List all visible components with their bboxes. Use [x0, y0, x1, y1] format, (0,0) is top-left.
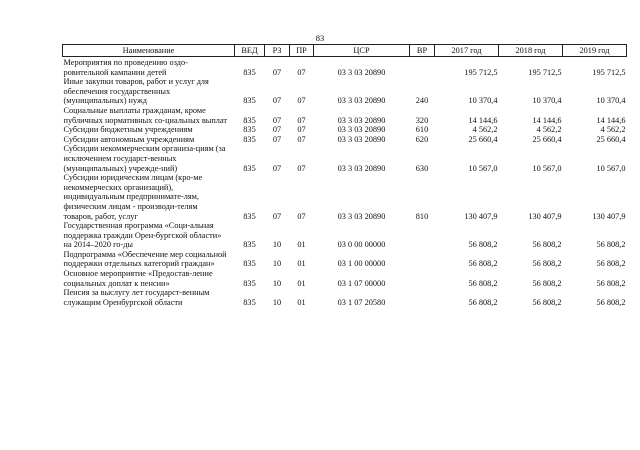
cell-2018: 130 407,9: [528, 211, 562, 221]
table-row: [63, 106, 627, 125]
header-name: Наименование: [63, 45, 235, 57]
header-vr: ВР: [410, 45, 435, 57]
cell-2019: 10 370,4: [596, 96, 626, 106]
cell-2019: 130 407,9: [592, 211, 626, 221]
cell-2019: 56 808,2: [596, 240, 626, 250]
table-row: [63, 144, 627, 173]
cell-rz: 10: [272, 297, 282, 307]
cell-2017: 14 144,6: [468, 115, 498, 125]
table-row: [63, 221, 627, 250]
cell-name: Основное мероприятие «Предостав-ление социальных доплат к пенсии»: [63, 269, 213, 288]
cell-ved: 835: [243, 211, 256, 221]
cell-rz: 07: [272, 67, 282, 77]
cell-rz: 07: [272, 125, 282, 135]
cell-name: Социальные выплаты гражданам, кроме публичных нормативных со-циальных выплат: [63, 105, 228, 125]
cell-vr: [410, 250, 435, 269]
cell-pr: 07: [297, 96, 306, 106]
cell-pr: 01: [297, 240, 306, 250]
table-row: [63, 269, 627, 288]
cell-pr: 07: [297, 67, 306, 77]
cell-2019: 56 808,2: [596, 278, 626, 288]
cell-2018: 56 808,2: [532, 240, 562, 250]
cell-name: Субсидии некоммерческим организа-циям (за исключением государст-венных (муниципальных) учрежде-ний): [63, 144, 226, 173]
page-number: 83: [315, 33, 325, 43]
table-row: [63, 135, 627, 145]
cell-2017: 56 808,2: [468, 259, 498, 269]
cell-2017: 130 407,9: [464, 211, 498, 221]
cell-vr: [410, 288, 435, 307]
cell-2017: 10 370,4: [468, 96, 498, 106]
cell-name: Подпрограмма «Обеспечение мер социальной поддержки отдельных категорий граждан»: [63, 249, 227, 269]
table-row: [63, 125, 627, 135]
cell-ved: 835: [243, 163, 256, 173]
cell-2019: 56 808,2: [596, 259, 626, 269]
cell-name: Пенсия за выслугу лет государст-венным служащим Оренбургской области: [63, 288, 210, 307]
cell-csr: 03 3 03 20890: [337, 163, 386, 173]
cell-vr: [410, 221, 435, 250]
cell-csr: 03 1 00 00000: [337, 259, 386, 269]
cell-ved: 835: [243, 115, 256, 125]
header-2017: 2017 год: [435, 45, 499, 57]
cell-name: Мероприятия по проведению оздо-ровительной кампании детей: [63, 58, 188, 77]
cell-pr: 07: [297, 211, 306, 221]
cell-vr: 320: [415, 115, 429, 125]
cell-vr: 630: [415, 163, 429, 173]
cell-csr: 03 1 07 20580: [337, 297, 386, 307]
cell-2019: 56 808,2: [596, 297, 626, 307]
cell-rz: 07: [272, 115, 282, 125]
cell-csr: 03 3 03 20890: [337, 211, 386, 221]
cell-ved: 835: [243, 96, 256, 106]
cell-name: Субсидии автономным учреждениям: [63, 134, 195, 144]
cell-name: Иные закупки товаров, работ и услуг для обеспечения государственных (муниципальных) нужд: [63, 77, 209, 106]
table-row: [63, 77, 627, 106]
cell-2017: 10 567,0: [468, 163, 498, 173]
header-2018: 2018 год: [499, 45, 563, 57]
cell-pr: 07: [297, 125, 306, 135]
cell-ved: 835: [243, 278, 256, 288]
header-rz: РЗ: [265, 45, 290, 57]
cell-rz: 10: [272, 278, 282, 288]
cell-2018: 10 567,0: [532, 163, 562, 173]
cell-2017: 56 808,2: [468, 278, 498, 288]
cell-2018: 10 370,4: [532, 96, 562, 106]
budget-table: [62, 44, 627, 307]
cell-csr: 03 3 03 20890: [337, 96, 386, 106]
cell-2019: 14 144,6: [596, 115, 626, 125]
cell-ved: 835: [243, 259, 256, 269]
cell-rz: 10: [272, 240, 282, 250]
cell-csr: 03 3 03 20890: [337, 134, 386, 144]
cell-2018: 14 144,6: [532, 115, 562, 125]
cell-name: Государственная программа «Соци-альная поддержка граждан Орен-бургской области» на 2014–2020 го-ды: [63, 221, 222, 250]
cell-rz: 07: [272, 134, 282, 144]
cell-2018: 195 712,5: [528, 67, 562, 77]
cell-pr: 01: [297, 297, 306, 307]
cell-pr: 07: [297, 134, 306, 144]
table-row: [63, 288, 627, 307]
cell-vr: 610: [415, 125, 429, 135]
table-header: [63, 45, 627, 57]
cell-ved: 835: [243, 125, 256, 135]
cell-ved: 835: [243, 240, 256, 250]
cell-2019: 195 712,5: [592, 67, 626, 77]
cell-2017: 4 562,2: [472, 125, 498, 135]
cell-csr: 03 3 03 20890: [337, 125, 386, 135]
header-ved: ВЕД: [235, 45, 265, 57]
cell-ved: 835: [243, 297, 256, 307]
cell-pr: 07: [297, 163, 306, 173]
cell-csr: 03 3 03 20890: [337, 115, 386, 125]
cell-2018: 4 562,2: [536, 125, 562, 135]
cell-rz: 10: [272, 259, 282, 269]
cell-name: Субсидии юридическим лицам (кро-ме некоммерческих организаций), индивидуальным предпринимате-лям, физическим лицам - производи-телям товаров, работ, услуг: [63, 173, 203, 221]
cell-csr: 03 3 03 20890: [337, 67, 386, 77]
cell-ved: 835: [243, 67, 256, 77]
cell-pr: 01: [297, 259, 306, 269]
table-row: [63, 250, 627, 269]
table-body: [63, 57, 627, 308]
table-row: [63, 173, 627, 221]
cell-vr: [410, 57, 435, 78]
header-csr: ЦСР: [314, 45, 410, 57]
header-pr: ПР: [290, 45, 314, 57]
cell-2017: 195 712,5: [464, 67, 498, 77]
cell-pr: 01: [297, 278, 306, 288]
cell-2018: 56 808,2: [532, 297, 562, 307]
cell-2019: 10 567,0: [596, 163, 626, 173]
cell-rz: 07: [272, 211, 282, 221]
cell-2019: 4 562,2: [600, 125, 626, 135]
cell-csr: 03 1 07 00000: [337, 278, 386, 288]
cell-name: Субсидии бюджетным учреждениям: [63, 125, 193, 135]
cell-vr: 810: [415, 211, 429, 221]
cell-2018: 56 808,2: [532, 259, 562, 269]
cell-2018: 56 808,2: [532, 278, 562, 288]
cell-2017: 25 660,4: [468, 134, 498, 144]
header-2019: 2019 год: [563, 45, 627, 57]
cell-ved: 835: [243, 134, 256, 144]
cell-vr: 240: [415, 96, 429, 106]
cell-rz: 07: [272, 163, 282, 173]
cell-2018: 25 660,4: [532, 134, 562, 144]
cell-2017: 56 808,2: [468, 297, 498, 307]
cell-vr: [410, 269, 435, 288]
cell-csr: 03 0 00 00000: [337, 240, 386, 250]
cell-rz: 07: [272, 96, 282, 106]
cell-2019: 25 660,4: [596, 134, 626, 144]
cell-pr: 07: [297, 115, 306, 125]
cell-2017: 56 808,2: [468, 240, 498, 250]
table-row: [63, 57, 627, 78]
cell-vr: 620: [415, 134, 429, 144]
